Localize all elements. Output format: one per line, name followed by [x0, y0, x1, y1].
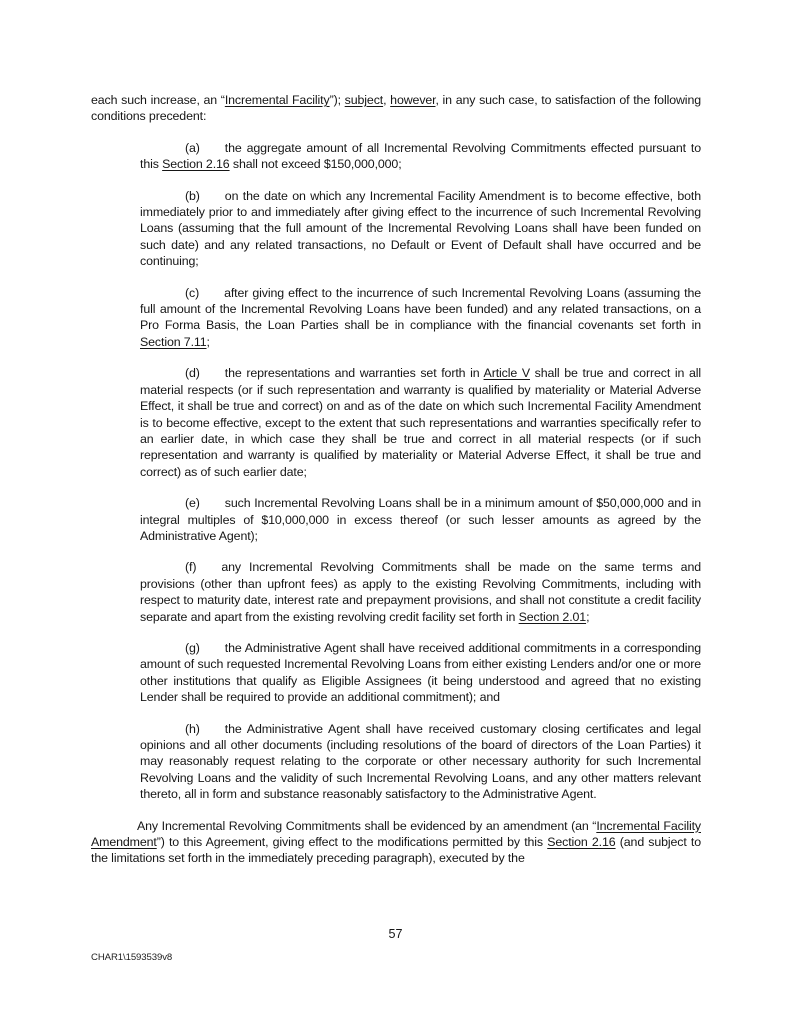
clause-e-text: such Incremental Revolving Loans shall be in a minimum amount of $50,000,000 and in integral multiples of $10,000,000 in excess thereof (or such lesser amounts as agreed by the Administrative Agent);	[140, 496, 701, 543]
clause-d-label: (d)	[185, 366, 200, 381]
clause-f-text: any Incremental Revolving Commitments shall be made on the same terms and provisions (other than upfront fees) as apply to the existing Revolving Commitments, including with respect to maturity date, interest rate and prepayment provisions, and shall not constitute a credit facility separate and apart from the existing revolving credit facility set forth in Section 2.01;	[140, 560, 701, 624]
clause-d	[140, 365, 701, 480]
clause-e	[140, 495, 701, 544]
page-content	[91, 92, 701, 867]
clause-e-label: (e)	[185, 496, 200, 511]
clause-b-text: on the date on which any Incremental Facility Amendment is to become effective, both immediately prior to and immediately after giving effect to the incurrence of such Incremental Revolving Loans (assuming that the full amount of the Incremental Revolving Loans shall have been funded on such date) and any related transactions, no Default or Event of Default shall have occurred and be continuing;	[140, 188, 701, 269]
clause-b-label: (b)	[185, 188, 200, 203]
clause-h	[140, 721, 701, 803]
clause-a	[140, 140, 701, 173]
clause-f	[140, 559, 701, 625]
clause-c	[140, 285, 701, 351]
intro-paragraph: each such increase, an “Incremental Facility”); subject, however, in any such case, to satisfaction of the following conditions precedent:	[91, 93, 701, 124]
page-number: 57	[388, 927, 403, 941]
clause-h-text: the Administrative Agent shall have received customary closing certificates and legal opinions and all other documents (including resolutions of the board of directors of the Loan Parties) it may reasonably request relating to the corporate or other necessary authority for such Incremental Revolving Loans and the validity of such Incremental Revolving Loans, and any other matters relevant thereto, all in form and substance reasonably satisfactory to the Administrative Agent.	[140, 721, 701, 802]
clause-g-text: the Administrative Agent shall have received additional commitments in a corresponding amount of such requested Incremental Revolving Loans from either existing Lenders and/or one or more other institutions that qualify as Eligible Assignees (it being understood and agreed that no existing Lender shall be required to provide an additional commitment); and	[140, 640, 701, 705]
clause-b	[140, 188, 701, 270]
clause-a-text: the aggregate amount of all Incremental Revolving Commitments effected pursuant to this Section 2.16 shall not exceed $150,000,000;	[140, 140, 701, 172]
clause-h-label: (h)	[185, 721, 200, 736]
clause-f-label: (f)	[185, 560, 197, 575]
closing-paragraph: Any Incremental Revolving Commitments shall be evidenced by an amendment (an “Incremental Facility Amendment”) to this Agreement, giving effect to the modifications permitted by this Section 2.16 (and subject to the limitations set forth in the immediately preceding paragraph), executed by the	[91, 818, 702, 866]
clause-g-label: (g)	[185, 640, 200, 655]
clause-c-text: after giving effect to the incurrence of such Incremental Revolving Loans (assuming the full amount of the Incremental Revolving Loans have been funded) and any related transactions, on a Pro Forma Basis, the Loan Parties shall be in compliance with the financial covenants set forth in Section 7.11;	[140, 285, 701, 349]
clause-c-label: (c)	[185, 285, 200, 300]
clause-g	[140, 640, 701, 706]
clause-a-label: (a)	[185, 140, 200, 155]
document-id-footer: CHAR1\1593539v8	[91, 952, 173, 963]
clause-d-text: the representations and warranties set forth in Article V shall be true and correct in all material respects (or if such representation and warranty is qualified by materiality or Material Adverse Effect, it shall be true and correct) on and as of the date on which such Incremental Facility Amendment is to become effective, except to the extent that such representations and warranties specifically refer to an earlier date, in which case they shall be true and correct in all material respects (or if such representation and warranty is qualified by materiality or Material Adverse Effect, it shall be true and correct) as of such earlier date;	[140, 366, 701, 479]
